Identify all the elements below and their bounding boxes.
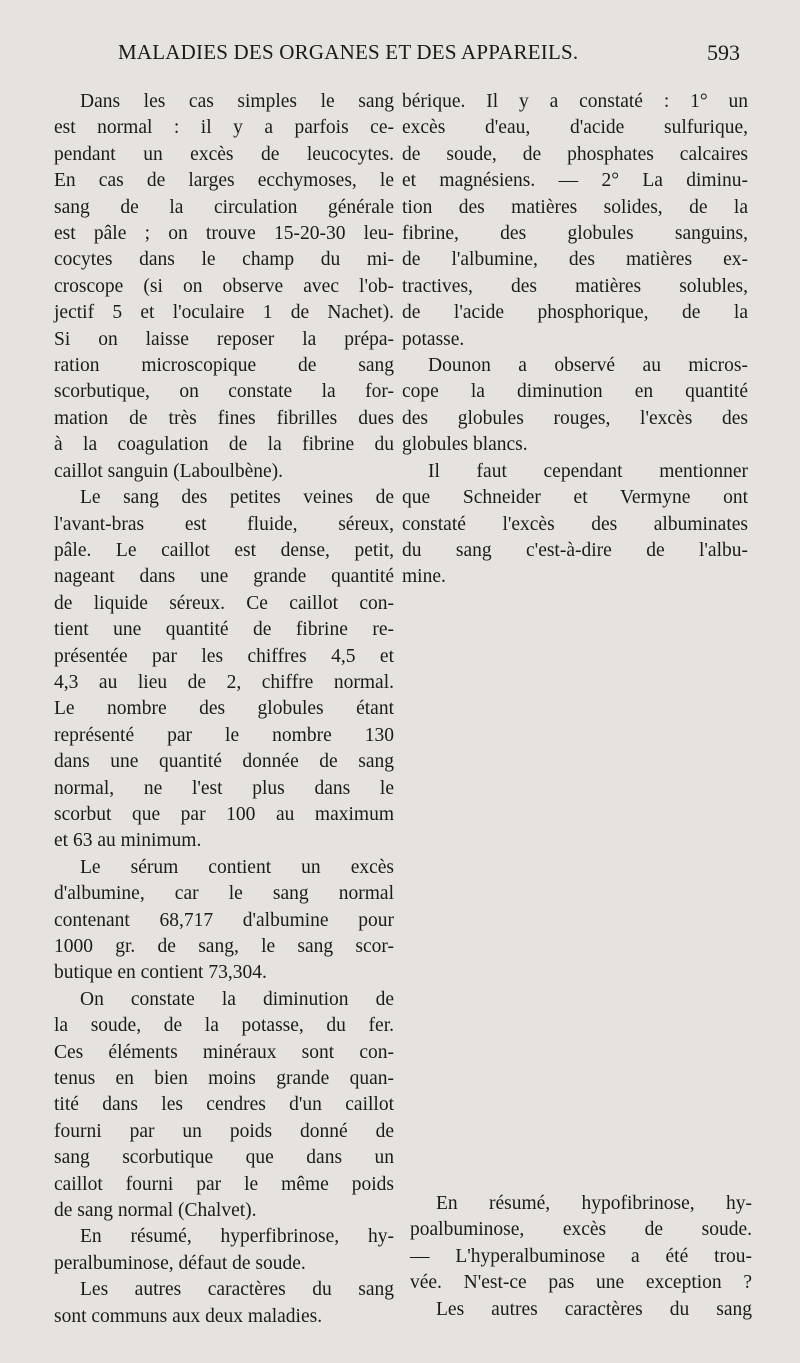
- text-line: On constate la diminution de: [80, 988, 394, 1010]
- text-line: de l'albumine, des matières ex-: [402, 249, 748, 271]
- text-line: sang de la circulation générale: [54, 196, 394, 218]
- text-line: bérique. Il y a constaté : 1° un: [402, 91, 748, 112]
- text-line: que Schneider et Vermyne ont: [402, 487, 748, 509]
- right-column: [402, 89, 748, 591]
- text-line: excès d'eau, d'acide sulfurique,: [402, 117, 748, 139]
- text-line: poalbuminose, excès de soude.: [410, 1219, 752, 1241]
- text-line: contenant 68,717 d'albumine pour: [54, 909, 394, 931]
- text-line: constaté l'excès des albuminates: [402, 513, 748, 535]
- text-line: nageant dans une grande quantité: [54, 566, 394, 588]
- text-line: 1000 gr. de sang, le sang scor-: [54, 936, 394, 957]
- text-line: présentée par les chiffres 4,5 et: [54, 645, 394, 667]
- left-column: [54, 89, 394, 1330]
- text-line: caillot sanguin (Laboulbène).: [54, 460, 284, 482]
- text-line: tenus en bien moins grande quan-: [54, 1068, 394, 1090]
- text-line: pendant un excès de leucocytes.: [54, 143, 394, 165]
- text-line: l'avant-bras est fluide, séreux,: [54, 513, 394, 535]
- text-line: En résumé, hyperfibrinose, hy-: [80, 1226, 394, 1248]
- text-line: globules blancs.: [402, 434, 528, 456]
- text-line: représenté par le nombre 130: [54, 724, 394, 746]
- text-line: sont communs aux deux maladies.: [54, 1305, 323, 1327]
- text-line: de l'acide phosphorique, de la: [402, 302, 748, 324]
- text-line: croscope (si on observe avec l'ob-: [54, 275, 394, 297]
- text-line: tité dans les cendres d'un caillot: [54, 1094, 394, 1116]
- page-number: 593: [707, 40, 740, 65]
- text-line: des globules rouges, l'excès des: [402, 407, 748, 429]
- text-line: tractives, des matières solubles,: [402, 275, 748, 297]
- text-line: jectif 5 et l'oculaire 1 de Nachet).: [54, 302, 394, 324]
- text-line: Ces éléments minéraux sont con-: [54, 1041, 394, 1063]
- text-line: normal, ne l'est plus dans le: [54, 777, 394, 799]
- text-line: d'albumine, car le sang normal: [54, 883, 394, 905]
- text-line: pâle. Le caillot est dense, petit,: [54, 539, 394, 561]
- text-line: Si on laisse reposer la prépa-: [54, 328, 394, 350]
- text-line: scorbutique, on constate la for-: [54, 381, 394, 403]
- text-line: En résumé, hypofibrinose, hy-: [436, 1193, 752, 1214]
- text-line: de sang normal (Chalvet).: [54, 1200, 257, 1222]
- text-line: dans une quantité donnée de sang: [54, 751, 394, 773]
- text-line: Le sang des petites veines de: [80, 487, 394, 509]
- right-column-bottom: [410, 1191, 752, 1323]
- text-line: fibrine, des globules sanguins,: [402, 223, 748, 245]
- text-line: ration microscopique de sang: [54, 355, 394, 377]
- text-line: tient une quantité de fibrine re-: [54, 619, 394, 641]
- text-line: à la coagulation de la fibrine du: [54, 434, 394, 456]
- text-line: Il faut cependant mentionner: [428, 460, 748, 482]
- text-line: est normal : il y a parfois ce-: [54, 117, 394, 139]
- text-line: fourni par un poids donné de: [54, 1120, 394, 1142]
- text-line: et magnésiens. — 2° La diminu-: [402, 170, 748, 192]
- text-line: mine.: [402, 566, 446, 588]
- text-line: Dans les cas simples le sang: [80, 91, 394, 112]
- text-line: En cas de larges ecchymoses, le: [54, 170, 394, 192]
- text-line: de soude, de phosphates calcaires: [402, 143, 748, 165]
- text-line: 4,3 au lieu de 2, chiffre normal.: [54, 671, 394, 693]
- text-line: cope la diminution en quantité: [402, 381, 748, 403]
- text-line: Le sérum contient un excès: [80, 856, 394, 878]
- text-line: caillot fourni par le même poids: [54, 1173, 394, 1195]
- text-line: du sang c'est-à-dire de l'albu-: [402, 539, 748, 561]
- text-line: peralbuminose, défaut de soude.: [54, 1252, 306, 1274]
- text-line: de liquide séreux. Ce caillot con-: [54, 592, 394, 614]
- text-line: — L'hyperalbuminose a été trou-: [410, 1245, 752, 1267]
- text-line: sang scorbutique que dans un: [54, 1147, 394, 1169]
- text-line: butique en contient 73,304.: [54, 962, 267, 984]
- text-line: la soude, de la potasse, du fer.: [54, 1015, 394, 1037]
- text-line: Les autres caractères du sang: [436, 1298, 752, 1320]
- text-line: potasse.: [402, 328, 465, 350]
- text-line: est pâle ; on trouve 15-20-30 leu-: [54, 223, 394, 245]
- text-line: mation de très fines fibrilles dues: [54, 407, 394, 429]
- text-line: Dounon a observé au micros-: [428, 355, 748, 377]
- text-line: cocytes dans le champ du mi-: [54, 249, 394, 271]
- text-line: Le nombre des globules étant: [54, 698, 394, 720]
- text-line: et 63 au minimum.: [54, 830, 202, 852]
- page-header: [118, 40, 740, 70]
- text-line: Les autres caractères du sang: [80, 1279, 394, 1301]
- text-line: vée. N'est-ce pas une exception ?: [410, 1272, 752, 1294]
- text-line: tion des matières solides, de la: [402, 196, 748, 218]
- text-line: scorbut que par 100 au maximum: [54, 803, 394, 825]
- running-title: MALADIES DES ORGANES ET DES APPAREILS.: [118, 40, 579, 64]
